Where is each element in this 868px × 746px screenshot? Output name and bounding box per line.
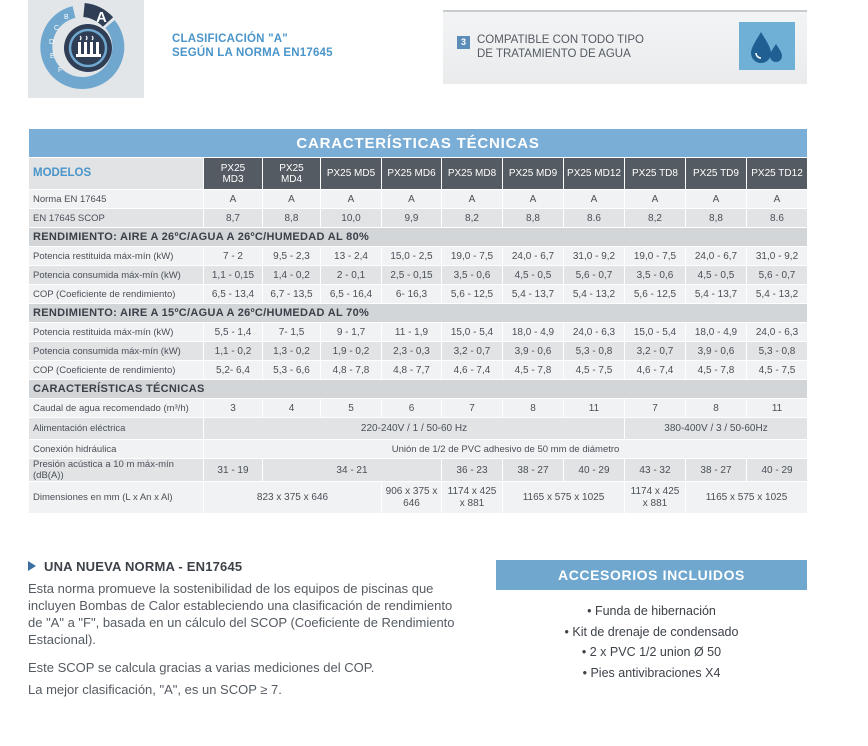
norma-heading — [28, 559, 242, 574]
table-cell: 11 — [747, 399, 808, 418]
table-row-dimensiones — [29, 482, 808, 514]
badge-letter-d: D — [49, 39, 55, 46]
norma-paragraph-1: Esta norma promueve la sostenibilidad de los equipos de piscinas que incluyen Bombas de Calor estableciendo una clasificación de rendimiento de "A" a "F", basada en un cálculo del SCOP (Coeficiente de Rendimiento Estacional). — [28, 581, 455, 647]
table-cell: A — [442, 190, 503, 209]
list-item: • Funda de hibernación — [587, 604, 716, 618]
table-cell: 2 - 0,1 — [321, 266, 382, 285]
table-cell: 8,8 — [263, 209, 321, 228]
table-cell: 1,9 - 0,2 — [321, 342, 382, 361]
table-cell: 34 - 21 — [263, 459, 442, 482]
table-cell: A — [204, 190, 263, 209]
table-cell: 5,2- 6,4 — [204, 361, 263, 380]
table-cell: 5,3 - 6,6 — [263, 361, 321, 380]
table-cell: 24,0 - 6,7 — [686, 247, 747, 266]
table-cell: 7- 1,5 — [263, 323, 321, 342]
section-header-26c: RENDIMIENTO: AIRE A 26ºC/AGUA A 26ºC/HUMEDAD AL 80% — [29, 228, 808, 247]
table-cell: 1,3 - 0,2 — [263, 342, 321, 361]
table-cell: 15,0 - 5,4 — [442, 323, 503, 342]
table-cell: 6,7 - 13,5 — [263, 285, 321, 304]
model-header — [204, 158, 263, 190]
table-cell: 15,0 - 5,4 — [625, 323, 686, 342]
table-row — [29, 323, 808, 342]
table-cell: 38 - 27 — [686, 459, 747, 482]
classification-badge — [28, 0, 144, 98]
table-cell: 7 - 2 — [204, 247, 263, 266]
row-label: Norma EN 17645 — [29, 190, 204, 209]
table-cell: 13 - 2,4 — [321, 247, 382, 266]
badge-grade-letter: A — [96, 9, 107, 26]
table-row — [29, 285, 808, 304]
list-item: • Kit de drenaje de condensado — [564, 624, 739, 639]
table-cell: 5,4 - 13,2 — [564, 285, 625, 304]
table-cell: 6,5 - 16,4 — [321, 285, 382, 304]
table-cell: 24,0 - 6,3 — [564, 323, 625, 342]
table-cell: 5,4 - 13,7 — [686, 285, 747, 304]
table-cell: 18,0 - 4,9 — [686, 323, 747, 342]
table-cell: 4,5 - 7,5 — [564, 361, 625, 380]
compat-number-badge: 3 — [457, 36, 470, 49]
table-cell: 220-240V / 1 / 50-60 Hz — [204, 418, 625, 440]
table-cell: 31 - 19 — [204, 459, 263, 482]
table-cell: 4,5 - 0,5 — [503, 266, 564, 285]
table-cell: A — [686, 190, 747, 209]
table-cell: 11 — [564, 399, 625, 418]
rows-section-1 — [29, 247, 808, 304]
table-cell: A — [747, 190, 808, 209]
row-label: Alimentación eléctrica — [29, 418, 204, 440]
energy-class-icon — [38, 2, 134, 96]
table-cell: 3,5 - 0,6 — [442, 266, 503, 285]
table-cell: A — [321, 190, 382, 209]
row-label: COP (Coeficiente de rendimiento) — [29, 285, 204, 304]
model-header: PX25 MD9 — [503, 158, 564, 190]
table-cell: 4,6 - 7,4 — [625, 361, 686, 380]
row-label: Presión acústica a 10 m máx-mín (dB(A)) — [29, 459, 204, 482]
table-cell: A — [263, 190, 321, 209]
table-row-caudal — [29, 399, 808, 418]
model-header: PX25 MD6 — [382, 158, 442, 190]
table-cell: 5,4 - 13,7 — [503, 285, 564, 304]
table-cell: A — [503, 190, 564, 209]
badge-letter-b: B — [64, 14, 69, 21]
table-cell: 8,8 — [686, 209, 747, 228]
table-cell: 4,8 - 7,8 — [321, 361, 382, 380]
table-cell: 31,0 - 9,2 — [747, 247, 808, 266]
row-label: Potencia consumida máx-mín (kW) — [29, 342, 204, 361]
table-cell: 8 — [686, 399, 747, 418]
table-cell: 38 - 27 — [503, 459, 564, 482]
list-item: • 2 x PVC 1/2 union Ø 50 — [581, 645, 722, 659]
table-cell: A — [625, 190, 686, 209]
table-cell: 15,0 - 2,5 — [382, 247, 442, 266]
table-cell: 24,0 - 6,7 — [503, 247, 564, 266]
table-cell: 7 — [625, 399, 686, 418]
section-header-15c: RENDIMIENTO: AIRE A 15ºC/AGUA A 26ºC/HUMEDAD AL 70% — [29, 304, 808, 323]
row-label: Potencia restituida máx-mín (kW) — [29, 247, 204, 266]
table-cell: 5,5 - 1,4 — [204, 323, 263, 342]
table-cell: 8.6 — [564, 209, 625, 228]
table-cell: 36 - 23 — [442, 459, 503, 482]
classification-line-1: CLASIFICACIÓN "A" — [172, 33, 288, 45]
model-header: PX25 MD8 — [442, 158, 503, 190]
classification-text — [172, 32, 333, 60]
table-cell: A — [564, 190, 625, 209]
rows-section-2 — [29, 323, 808, 380]
table-cell: 6,5 - 13,4 — [204, 285, 263, 304]
specs-table — [28, 128, 808, 514]
table-cell: 4,8 - 7,7 — [382, 361, 442, 380]
table-cell: 9,5 - 2,3 — [263, 247, 321, 266]
badge-letter-e: E — [50, 53, 55, 60]
model-header: PX25 TD12 — [747, 158, 808, 190]
section-header-specs: CARACTERÍSTICAS TÉCNICAS — [29, 380, 808, 399]
table-cell: 906 x 375 x 646 — [382, 482, 442, 514]
table-cell: 3,2 - 0,7 — [442, 342, 503, 361]
model-header: PX25 TD8 — [625, 158, 686, 190]
model-header: PX25 MD12 — [564, 158, 625, 190]
table-cell: 3,9 - 0,6 — [503, 342, 564, 361]
table-cell: 5,6 - 0,7 — [564, 266, 625, 285]
table-cell: 40 - 29 — [564, 459, 625, 482]
table-cell: 5,3 - 0,8 — [564, 342, 625, 361]
table-cell: 9 - 1,7 — [321, 323, 382, 342]
table-cell: 1,4 - 0,2 — [263, 266, 321, 285]
table-cell: 1,1 - 0,15 — [204, 266, 263, 285]
compatibility-box — [443, 10, 807, 84]
compat-line-1: COMPATIBLE CON TODO TIPO — [477, 34, 644, 46]
table-cell: 4 — [263, 399, 321, 418]
table-cell: 6 — [382, 399, 442, 418]
table-title: CARACTERÍSTICAS TÉCNICAS — [29, 129, 808, 158]
table-cell: 18,0 - 4,9 — [503, 323, 564, 342]
norma-paragraph-3: La mejor clasificación, "A", es un SCOP ≥ 7. — [28, 682, 282, 697]
table-cell: 8,7 — [204, 209, 263, 228]
table-cell: 5 — [321, 399, 382, 418]
row-label: Caudal de agua recomendado (m³/h) — [29, 399, 204, 418]
badge-letter-c: C — [54, 25, 60, 32]
table-cell: 24,0 - 6,3 — [747, 323, 808, 342]
model-header: PX25 MD5 — [321, 158, 382, 190]
table-cell: 5,6 - 0,7 — [747, 266, 808, 285]
triangle-bullet-icon — [28, 561, 36, 571]
table-cell: 4,5 - 7,8 — [503, 361, 564, 380]
table-cell: 2,3 - 0,3 — [382, 342, 442, 361]
model-header: PX25 TD9 — [686, 158, 747, 190]
table-cell: 823 x 375 x 646 — [204, 482, 382, 514]
rows-top — [29, 190, 808, 228]
table-cell: 31,0 - 9,2 — [564, 247, 625, 266]
table-cell: 2,5 - 0,15 — [382, 266, 442, 285]
row-label: Potencia restituida máx-mín (kW) — [29, 323, 204, 342]
table-cell: 8,8 — [503, 209, 564, 228]
row-label: EN 17645 SCOP — [29, 209, 204, 228]
compat-text — [477, 33, 644, 61]
table-cell: 19,0 - 7,5 — [442, 247, 503, 266]
table-cell: 6- 16,3 — [382, 285, 442, 304]
table-cell: 8,2 — [442, 209, 503, 228]
norma-title: UNA NUEVA NORMA - EN17645 — [44, 559, 243, 574]
row-label: Potencia consumida máx-mín (kW) — [29, 266, 204, 285]
badge-letter-f: F — [58, 67, 63, 74]
table-row-alimentacion — [29, 418, 808, 440]
table-cell: 5,3 - 0,8 — [747, 342, 808, 361]
table-cell: 3,2 - 0,7 — [625, 342, 686, 361]
table-cell: 1165 x 575 x 1025 — [503, 482, 625, 514]
norma-paragraph-2: Este SCOP se calcula gracias a varias mediciones del COP. — [28, 660, 375, 675]
water-drop-tile — [739, 22, 795, 70]
table-cell: 11 - 1,9 — [382, 323, 442, 342]
list-item: • Pies antivibraciones X4 — [582, 665, 721, 680]
model-header — [263, 158, 321, 190]
table-cell: 9,9 — [382, 209, 442, 228]
table-cell: 5,4 - 13,2 — [747, 285, 808, 304]
table-cell: 7 — [442, 399, 503, 418]
table-cell: 40 - 29 — [747, 459, 808, 482]
table-cell: 3 — [204, 399, 263, 418]
table-cell: 3,9 - 0,6 — [686, 342, 747, 361]
table-row-presion — [29, 459, 808, 482]
table-row-conexion — [29, 440, 808, 459]
table-row — [29, 209, 808, 228]
table-cell: 1174 x 425 x 881 — [625, 482, 686, 514]
model-name: PX25 MD3 — [220, 162, 246, 185]
table-cell: 43 - 32 — [625, 459, 686, 482]
table-row — [29, 361, 808, 380]
table-row — [29, 266, 808, 285]
accessories-heading: ACCESORIOS INCLUIDOS — [496, 560, 807, 590]
row-label: COP (Coeficiente de rendimiento) — [29, 361, 204, 380]
table-cell: 5,6 - 12,5 — [625, 285, 686, 304]
classification-line-2: SEGÚN LA NORMA EN17645 — [172, 47, 333, 59]
table-cell: A — [382, 190, 442, 209]
table-cell: Unión de 1/2 de PVC adhesivo de 50 mm de diámetro — [204, 440, 808, 459]
table-cell: 5,6 - 12,5 — [442, 285, 503, 304]
table-cell: 4,6 - 7,4 — [442, 361, 503, 380]
table-cell: 8 — [503, 399, 564, 418]
models-label: MODELOS — [29, 158, 204, 190]
table-cell: 1174 x 425 x 881 — [442, 482, 503, 514]
table-row — [29, 342, 808, 361]
table-cell: 1165 x 575 x 1025 — [686, 482, 808, 514]
table-cell: 8,2 — [625, 209, 686, 228]
row-label: Dimensiones en mm (L x An x Al) — [29, 482, 204, 514]
accessories-list — [496, 601, 807, 683]
compat-line-2: DE TRATAMIENTO DE AGUA — [477, 48, 631, 60]
table-cell: 1,1 - 0,2 — [204, 342, 263, 361]
models-header-row — [29, 158, 808, 190]
model-name: PX25 MD4 — [279, 162, 304, 185]
table-cell: 8.6 — [747, 209, 808, 228]
table-cell: 19,0 - 7,5 — [625, 247, 686, 266]
table-row — [29, 247, 808, 266]
water-drops-icon — [747, 28, 787, 66]
row-label: Conexión hidráulica — [29, 440, 204, 459]
table-row — [29, 190, 808, 209]
table-cell: 4,5 - 7,8 — [686, 361, 747, 380]
table-cell: 10,0 — [321, 209, 382, 228]
table-cell: 4,5 - 7,5 — [747, 361, 808, 380]
table-cell: 3,5 - 0,6 — [625, 266, 686, 285]
table-cell: 380-400V / 3 / 50-60Hz — [625, 418, 808, 440]
table-cell: 4,5 - 0,5 — [686, 266, 747, 285]
